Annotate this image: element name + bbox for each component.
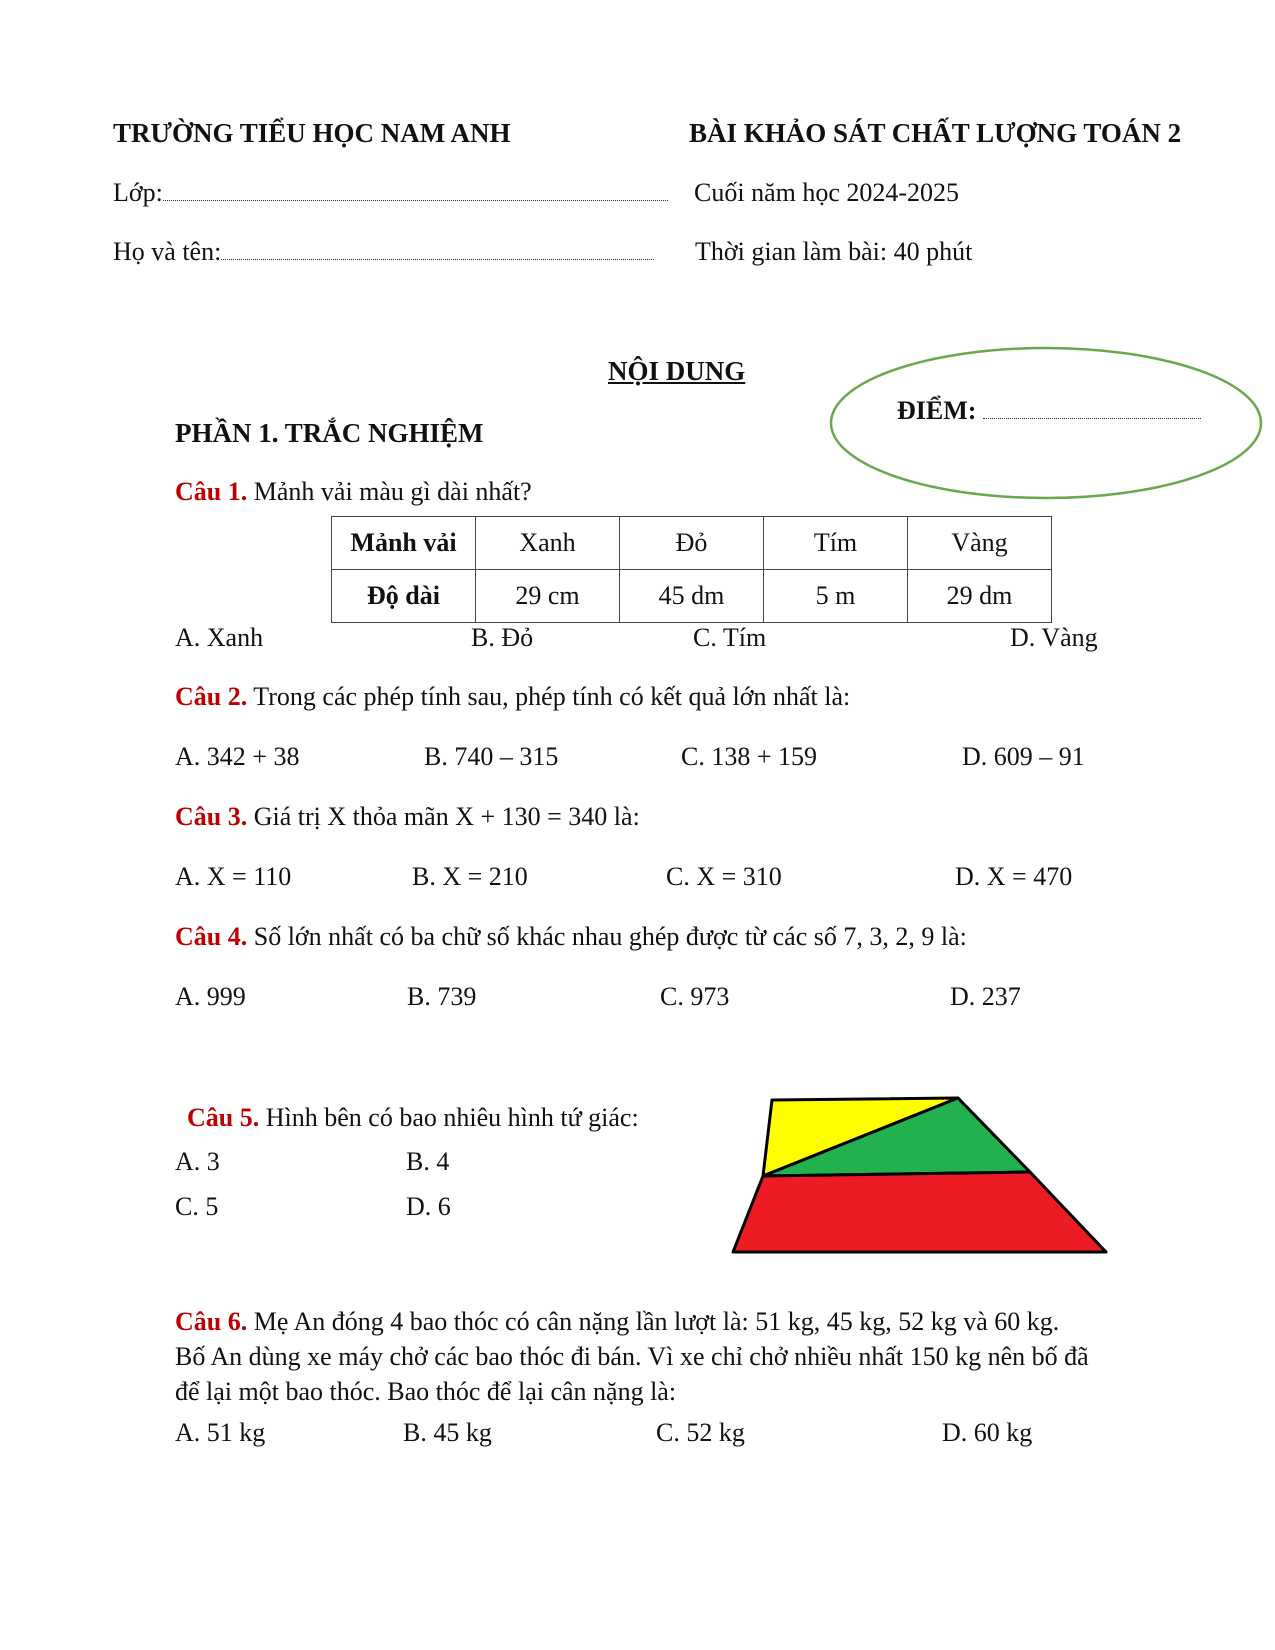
content-title: NỘI DUNG [608,356,746,386]
q6-option-a[interactable]: A. 51 kg [175,1418,266,1447]
question-text: Giá trị X thỏa mãn X + 130 = 340 là: [253,802,640,831]
score-label: ĐIỂM: [897,396,977,425]
question-label: Câu 6. [175,1307,248,1336]
school-year: Cuối năm học 2024-2025 [694,178,960,207]
q6-option-c[interactable]: C. 52 kg [656,1418,745,1447]
q2-option-c[interactable]: C. 138 + 159 [681,742,818,771]
q2-option-a[interactable]: A. 342 + 38 [175,742,300,771]
name-label: Họ và tên: [113,237,222,266]
q2-option-b[interactable]: B. 740 – 315 [424,742,559,771]
q3-option-c[interactable]: C. X = 310 [666,862,782,891]
q5-option-b[interactable]: B. 4 [406,1147,450,1176]
q6-option-b[interactable]: B. 45 kg [403,1418,492,1447]
question-5 [187,1103,639,1133]
q1-option-d[interactable]: D. Vàng [1010,623,1098,652]
question-text-line-1: Mẹ An đóng 4 bao thóc có cân nặng lần lượt là: 51 kg, 45 kg, 52 kg và 60 kg. [253,1307,1060,1336]
q4-option-a[interactable]: A. 999 [175,982,246,1011]
question-text-line-3: để lại một bao thóc. Bao thóc để lại cân nặng là: [175,1377,677,1406]
question-6 [175,1307,1059,1337]
q5-option-c[interactable]: C. 5 [175,1192,219,1221]
table-cell: 29 dm [908,570,1052,623]
question-label: Câu 2. [175,682,248,711]
q5-option-a[interactable]: A. 3 [175,1147,220,1176]
question-text: Mảnh vải màu gì dài nhất? [253,477,532,506]
question-2 [175,682,850,712]
name-field[interactable] [113,237,654,267]
name-dotted-line[interactable] [221,241,654,260]
q4-option-c[interactable]: C. 973 [660,982,730,1011]
score-field[interactable] [897,396,1201,426]
question-label: Câu 4. [175,922,248,951]
question-1 [175,477,532,507]
question-text: Trong các phép tính sau, phép tính có kết quả lớn nhất là: [253,682,851,711]
table-cell: 5 m [764,570,908,623]
fabric-length-table [331,516,1052,623]
time-limit: Thời gian làm bài: 40 phút [695,237,973,266]
table-cell: 45 dm [620,570,764,623]
table-header-cell: Mảnh vải [332,517,476,570]
question-text: Hình bên có bao nhiêu hình tứ giác: [265,1103,639,1132]
q3-option-b[interactable]: B. X = 210 [412,862,528,891]
q6-option-d[interactable]: D. 60 kg [942,1418,1033,1447]
red-trapezoid [733,1172,1106,1252]
question-text: Số lớn nhất có ba chữ số khác nhau ghép được từ các số 7, 3, 2, 9 là: [253,922,967,951]
q3-option-a[interactable]: A. X = 110 [175,862,292,891]
score-dotted-line[interactable] [983,402,1201,419]
class-dotted-line[interactable] [163,182,668,201]
q1-option-b[interactable]: B. Đỏ [471,623,534,652]
table-cell: Xanh [476,517,620,570]
question-label: Câu 3. [175,802,248,831]
table-cell: Tím [764,517,908,570]
question-text-line-2: Bố An dùng xe máy chở các bao thóc đi bán. Vì xe chỉ chở nhiều nhất 150 kg nên bố đã [175,1342,1089,1371]
question-label: Câu 5. [187,1103,260,1132]
q3-option-d[interactable]: D. X = 470 [955,862,1073,891]
table-row [332,517,1052,570]
school-name: TRƯỜNG TIỂU HỌC NAM ANH [113,118,511,148]
part1-title: PHẦN 1. TRẮC NGHIỆM [175,418,484,448]
table-header-cell: Độ dài [332,570,476,623]
class-label: Lớp: [113,178,163,207]
question-label: Câu 1. [175,477,248,506]
q2-option-d[interactable]: D. 609 – 91 [962,742,1085,771]
table-cell: Đỏ [620,517,764,570]
question-4 [175,922,967,952]
exam-title: BÀI KHẢO SÁT CHẤT LƯỢNG TOÁN 2 [689,118,1182,148]
q1-option-c[interactable]: C. Tím [693,623,767,652]
table-cell: 29 cm [476,570,620,623]
q5-option-d[interactable]: D. 6 [406,1192,451,1221]
q1-option-a[interactable]: A. Xanh [175,623,264,652]
class-field[interactable] [113,178,668,208]
q4-option-b[interactable]: B. 739 [407,982,477,1011]
quadrilateral-figure [725,1090,1115,1260]
question-3 [175,802,640,832]
table-row [332,570,1052,623]
q4-option-d[interactable]: D. 237 [950,982,1021,1011]
table-cell: Vàng [908,517,1052,570]
